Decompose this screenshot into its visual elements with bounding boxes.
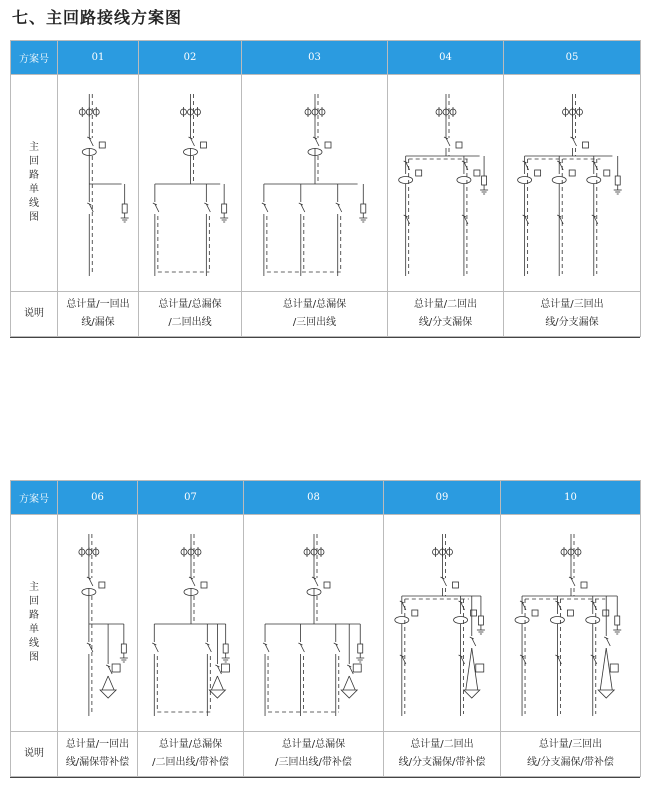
scheme-id: 03 [242,41,388,75]
breaker-blade [522,656,526,664]
scheme-id: 02 [139,41,242,75]
scheme-number-label: 方案号 [11,481,58,515]
breaker-blade [559,216,563,224]
current-transformer-symbol [394,617,408,624]
breaker-blade [263,204,267,212]
breaker-blade [592,656,596,664]
breaker-blade [592,602,596,610]
conductor-line [343,676,349,690]
conductor-line [102,676,108,690]
conductor-line [465,648,471,690]
diagram-cell [504,75,641,292]
breaker-blade [314,578,318,586]
capacitor-symbol [100,690,116,698]
breaker-blade [593,162,597,170]
breaker-blade [522,602,526,610]
diagram-cell [58,75,139,292]
description-line: 线/漏保 [81,317,115,328]
description-cell [244,732,384,777]
scheme-id: 06 [58,481,138,515]
diagram-label: 主回路单线图 [29,582,39,663]
diagram-cell [139,75,242,292]
current-transformer-symbol [517,177,531,184]
breaker-blade [349,666,353,674]
capacitor-controller-box [221,664,229,672]
surge-arrester-symbol [615,176,620,185]
relay-box-symbol [200,142,206,148]
diagram-label-cell [11,75,58,292]
diagram-row [11,75,641,292]
description-line: 总计量/总漏保 [282,299,347,310]
capacitor-controller-box [475,664,483,672]
description-label: 说明 [11,732,58,777]
scheme-id: 09 [384,481,501,515]
breaker-blade [557,602,561,610]
description-line: 线/漏保带补偿 [65,757,130,768]
relay-box-symbol [569,170,575,176]
breaker-blade [524,162,528,170]
description-line: 线/分支漏保 [418,317,473,328]
breaker-blade [190,138,194,146]
conductor-line [211,676,217,690]
breaker-blade [206,204,210,212]
diagram-cell [138,515,244,732]
breaker-blade [557,656,561,664]
single-line-diagram [60,520,136,726]
description-cell [242,292,388,337]
description-line: 总计量/二回出 [410,739,474,750]
description-cell [139,292,242,337]
current-transformer-symbol [456,177,470,184]
single-line-diagram [246,520,382,726]
relay-box-symbol [532,610,538,616]
scheme-number-label: 方案号 [11,41,58,75]
description-line: 总计量/三回出 [540,299,604,310]
description-line: 总计量/二回出 [413,299,478,310]
relay-box-symbol [602,610,608,616]
breaker-blade [300,204,304,212]
description-line: /三回出线/带补偿 [275,757,352,768]
current-transformer-symbol [550,617,564,624]
diagram-cell [384,515,501,732]
relay-box-symbol [411,610,417,616]
breaker-blade [300,644,304,652]
relay-box-symbol [456,142,462,148]
scheme-id: 05 [504,41,641,75]
diagram-label: 主回路单线图 [29,142,39,223]
breaker-blade [154,644,158,652]
breaker-blade [606,638,610,646]
description-cell [388,292,504,337]
conductor-line [108,676,114,690]
description-line: /三回出线 [292,317,337,328]
surge-arrester-symbol [121,644,126,653]
breaker-blade [335,644,339,652]
description-line: 线/分支漏保/带补偿 [398,757,486,768]
relay-box-symbol [201,582,207,588]
surge-arrester-symbol [478,616,483,625]
relay-box-symbol [534,170,540,176]
surge-arrester-symbol [614,616,619,625]
breaker-blade [571,578,575,586]
breaker-blade [88,578,92,586]
description-line: 总计量/总漏保 [281,739,346,750]
relay-box-symbol [582,142,588,148]
section-title: 七、主回路接线方案图 [12,8,183,27]
scheme-id: 07 [138,481,244,515]
breaker-blade [315,138,319,146]
breaker-blade [89,138,93,146]
scheme-table-1 [10,40,641,337]
breaker-blade [401,602,405,610]
breaker-blade [460,656,464,664]
surge-arrester-symbol [360,204,365,213]
description-cell [504,292,641,337]
description-line: 线/分支漏保/带补偿 [527,757,614,768]
description-line: 总计量/一回出 [65,739,130,750]
single-line-diagram [244,80,386,286]
capacitor-controller-box [353,664,361,672]
current-transformer-symbol [453,617,467,624]
description-cell [384,732,501,777]
description-line: /二回出线 [168,317,212,328]
single-line-diagram [140,520,242,726]
diagram-cell [244,515,384,732]
diagram-cell [388,75,504,292]
breaker-blade [88,644,92,652]
breaker-blade [401,656,405,664]
description-cell [58,732,138,777]
table-divider [10,337,640,338]
surge-arrester-symbol [223,644,228,653]
scheme-id: 04 [388,41,504,75]
breaker-blade [337,204,341,212]
breaker-blade [217,666,221,674]
capacitor-symbol [463,690,479,698]
description-label: 说明 [11,292,58,337]
description-line: 总计量/总漏保 [158,299,222,310]
current-transformer-symbol [552,177,566,184]
relay-box-symbol [324,582,330,588]
relay-box-symbol [603,170,609,176]
description-line: 总计量/总漏保 [158,739,223,750]
capacitor-symbol [598,690,614,698]
diagram-label-cell [11,515,58,732]
capacitor-symbol [341,690,357,698]
relay-box-symbol [473,170,479,176]
single-line-diagram [506,80,639,286]
description-cell [138,732,244,777]
diagram-cell [501,515,641,732]
scheme-number-row [11,481,641,515]
single-line-diagram [141,80,240,286]
description-row [11,292,641,337]
conductor-line [471,648,477,690]
breaker-blade [559,162,563,170]
description-row [11,732,641,777]
relay-box-symbol [325,142,331,148]
scheme-id: 01 [58,41,139,75]
relay-box-symbol [452,582,458,588]
single-line-diagram [60,80,137,286]
current-transformer-symbol [585,617,599,624]
current-transformer-symbol [515,617,529,624]
description-line: /二回出线/带补偿 [152,757,229,768]
table-divider [10,777,640,778]
conductor-line [349,676,355,690]
capacitor-symbol [209,690,225,698]
conductor-line [217,676,223,690]
breaker-blade [471,638,475,646]
breaker-blade [154,204,158,212]
relay-box-symbol [581,582,587,588]
surge-arrester-symbol [221,204,226,213]
breaker-blade [593,216,597,224]
capacitor-controller-box [610,664,618,672]
breaker-blade [572,138,576,146]
surge-arrester-symbol [122,204,127,213]
relay-box-symbol [98,582,104,588]
description-line: 线/分支漏保 [545,317,599,328]
conductor-line [606,648,612,690]
relay-box-symbol [415,170,421,176]
single-line-diagram [503,520,639,726]
conductor-line [600,648,606,690]
relay-box-symbol [567,610,573,616]
breaker-blade [191,578,195,586]
scheme-number-row [11,41,641,75]
breaker-blade [207,644,211,652]
diagram-cell [58,515,138,732]
breaker-blade [460,602,464,610]
description-line: 总计量/一回出 [66,299,130,310]
breaker-blade [442,578,446,586]
surge-arrester-symbol [357,644,362,653]
scheme-id: 08 [244,481,384,515]
capacitor-controller-box [112,664,120,672]
single-line-diagram [390,80,502,286]
breaker-blade [524,216,528,224]
current-transformer-symbol [586,177,600,184]
single-line-diagram [386,520,499,726]
diagram-cell [242,75,388,292]
breaker-blade [446,138,450,146]
relay-box-symbol [99,142,105,148]
description-cell [501,732,641,777]
breaker-blade [108,666,112,674]
surge-arrester-symbol [481,176,486,185]
current-transformer-symbol [398,177,412,184]
description-cell [58,292,139,337]
description-line: 总计量/三回出 [538,739,603,750]
scheme-table-2 [10,480,641,777]
scheme-id: 10 [501,481,641,515]
diagram-row [11,515,641,732]
breaker-blade [265,644,269,652]
